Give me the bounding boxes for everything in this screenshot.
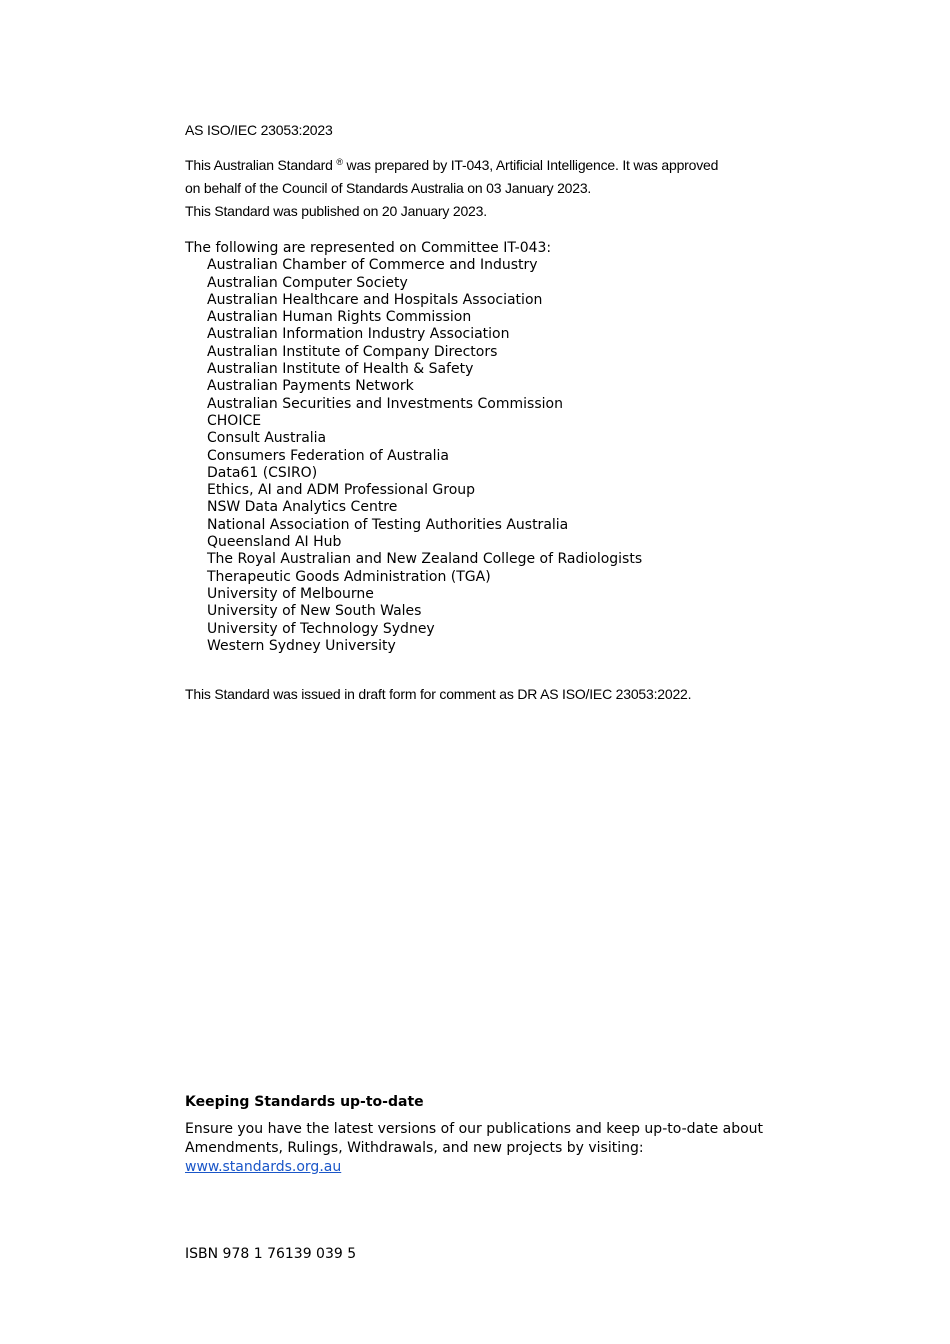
- isbn: ISBN 978 1 76139 039 5: [185, 1246, 357, 1262]
- committee-member: Consult Australia: [207, 430, 327, 447]
- committee-member: University of Technology Sydney: [207, 620, 435, 637]
- committee-member: Australian Human Rights Commission: [207, 309, 472, 326]
- keeping-up-to-date-heading: Keeping Standards up-to-date: [185, 1094, 424, 1110]
- committee-member: University of New South Wales: [207, 603, 422, 620]
- committee-member: Australian Chamber of Commerce and Industry: [207, 257, 538, 274]
- committee-member: Consumers Federation of Australia: [207, 447, 450, 464]
- committee-member: Australian Payments Network: [207, 378, 414, 395]
- registered-mark: ®: [336, 157, 343, 167]
- standard-id: AS ISO/IEC 23053:2023: [185, 122, 333, 138]
- committee-member: Australian Information Industry Association: [207, 326, 510, 343]
- committee-member: Queensland AI Hub: [207, 534, 342, 551]
- committee-member: National Association of Testing Authorities Australia: [207, 516, 569, 533]
- committee-member: University of Melbourne: [207, 585, 374, 602]
- approval-statement: [185, 154, 718, 223]
- committee-member: Australian Securities and Investments Commission: [207, 395, 563, 412]
- committee-member: Western Sydney University: [207, 637, 396, 654]
- publication-line: This Standard was published on 20 January 2023.: [185, 203, 487, 219]
- keeping-up-to-date-body: [185, 1120, 763, 1177]
- approval-line-1-start: This Australian Standard: [185, 157, 337, 173]
- committee-member: The Royal Australian and New Zealand College of Radiologists: [207, 551, 643, 568]
- committee-member: CHOICE: [207, 412, 262, 429]
- committee-member: Australian Institute of Company Directors: [207, 343, 498, 360]
- approval-line-2: on behalf of the Council of Standards Australia on 03 January 2023.: [185, 180, 592, 196]
- standards-website-link[interactable]: www.standards.org.au: [185, 1159, 342, 1175]
- committee-member: Australian Institute of Health & Safety: [207, 361, 474, 378]
- draft-note: This Standard was issued in draft form for comment as DR AS ISO/IEC 23053:2022.: [185, 686, 692, 702]
- approval-line-1: [185, 154, 718, 177]
- committee-member: Australian Healthcare and Hospitals Association: [207, 291, 543, 308]
- approval-line-1-end: was prepared by IT-043, Artificial Intelligence. It was approved: [342, 157, 719, 173]
- committee-member: NSW Data Analytics Centre: [207, 499, 398, 516]
- committee-section: [185, 240, 642, 655]
- committee-intro: The following are represented on Committee IT-043:: [185, 240, 552, 256]
- keeping-line-2: Amendments, Rulings, Withdrawals, and new projects by visiting:: [185, 1140, 644, 1156]
- committee-member: Therapeutic Goods Administration (TGA): [207, 568, 491, 585]
- committee-member-list: [185, 257, 642, 655]
- committee-member: Ethics, AI and ADM Professional Group: [207, 482, 476, 499]
- keeping-line-1: Ensure you have the latest versions of our publications and keep up-to-date about: [185, 1121, 764, 1137]
- committee-member: Australian Computer Society: [207, 274, 408, 291]
- committee-member: Data61 (CSIRO): [207, 464, 318, 481]
